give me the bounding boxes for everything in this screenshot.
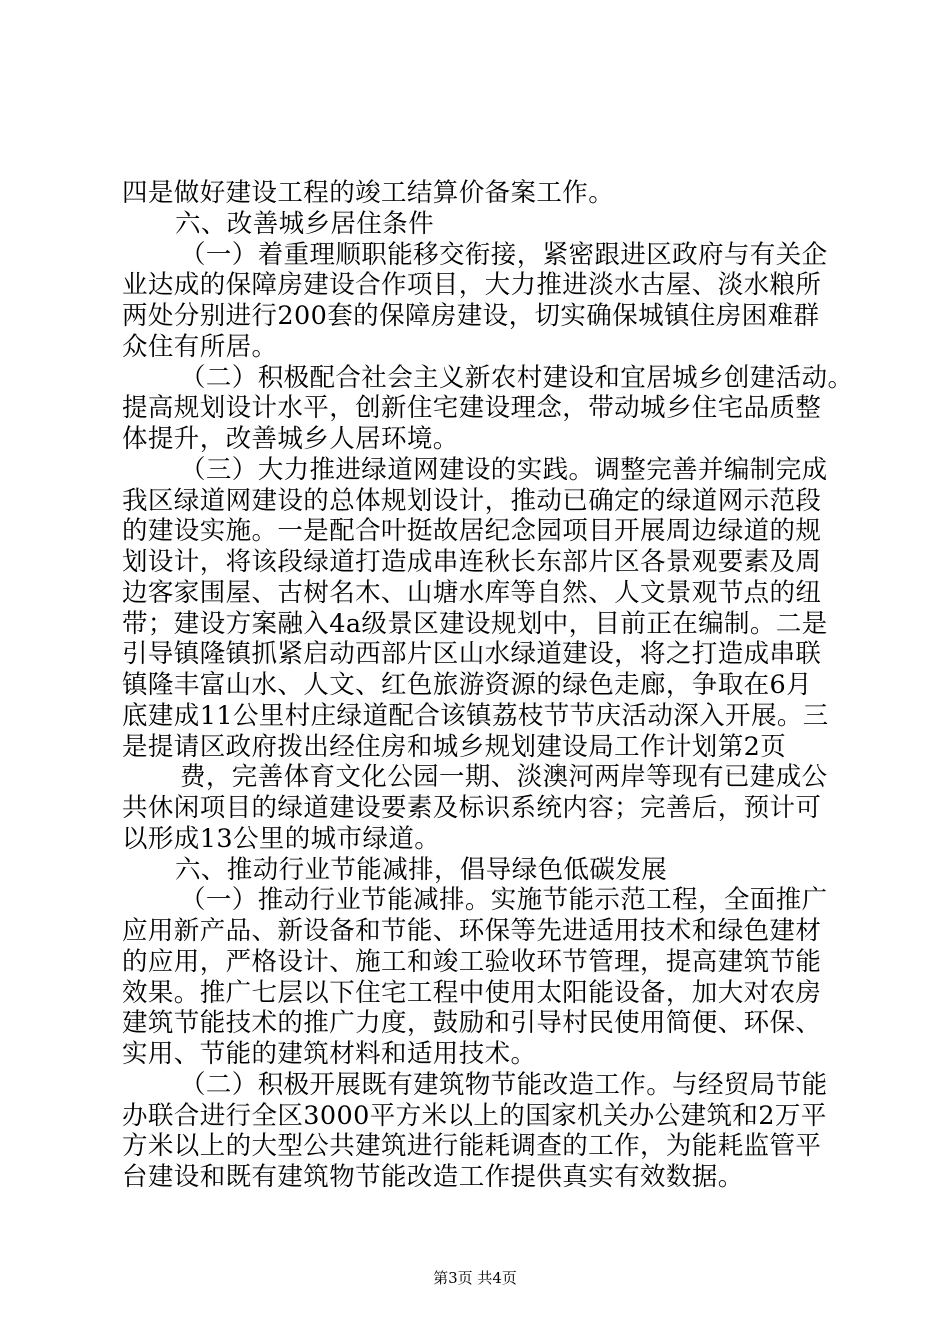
- text-line: 费，完善体育文化公园一期、淡澳河两岸等现有已建成公: [180, 762, 828, 793]
- section-heading: 六、推动行业节能减排，倡导绿色低碳发展: [175, 854, 668, 885]
- text-line: 引导镇隆镇抓紧启动西部片区山水绿道建设，将之打造成串联: [122, 639, 822, 670]
- text-line: 提高规划设计水平，创新住宅建设理念，带动城乡住宅品质整: [122, 393, 822, 424]
- text-line: 建筑节能技术的推广力度，鼓励和引导村民使用简便、环保、: [122, 1008, 822, 1039]
- page-number-footer: 第3页 共4页: [433, 1269, 517, 1287]
- text-line: 四是做好建设工程的竣工结算价备案工作。: [122, 178, 615, 208]
- text-line: （一）推动行业节能减排。实施节能示范工程，全面推广: [180, 885, 828, 916]
- text-line: 带；建设方案融入4a级景区建设规划中，目前正在编制。二是: [122, 608, 828, 639]
- text-line: 镇隆丰富山水、人文、红色旅游资源的绿色走廊，争取在6月: [122, 670, 813, 700]
- text-line: 办联合进行全区3000平方米以上的国家机关办公建筑和2万平: [122, 1100, 827, 1131]
- text-line: 方米以上的大型公共建筑进行能耗调查的工作，为能耗监管平: [122, 1131, 822, 1162]
- text-line: 边客家围屋、古树名木、山塘水库等自然、人文景观节点的纽: [122, 577, 822, 608]
- text-line: 应用新产品、新设备和节能、环保等先进适用技术和绿色建材: [122, 916, 822, 946]
- text-line: 效果。推广七层以下住宅工程中使用太阳能设备，加大对农房: [122, 977, 822, 1008]
- text-line: 划设计，将该段绿道打造成串连秋长东部片区各景观要素及周: [122, 547, 822, 577]
- text-line: 众住有所居。: [122, 331, 278, 362]
- text-line: （二）积极开展既有建筑物节能改造工作。与经贸局节能: [180, 1069, 828, 1100]
- text-line: 的建设实施。一是配合叶挺故居纪念园项目开展周边绿道的规: [122, 516, 822, 547]
- text-line: 台建设和既有建筑物节能改造工作提供真实有效数据。: [122, 1162, 744, 1192]
- section-heading: 六、改善城乡居住条件: [175, 208, 435, 239]
- text-line: （二）积极配合社会主义新农村建设和宜居城乡创建活动。: [180, 362, 854, 393]
- text-line: 以形成13公里的城市绿道。: [122, 823, 441, 854]
- text-line: 两处分别进行200套的保障房建设，切实确保城镇住房困难群: [122, 301, 820, 331]
- text-line: （三）大力推进绿道网建设的实践。调整完善并编制完成: [180, 454, 828, 485]
- text-line: 底建成11公里村庄绿道配合该镇荔枝节节庆活动深入开展。三: [122, 700, 829, 731]
- text-line: 的应用，严格设计、施工和竣工验收环节管理，提高建筑节能: [122, 946, 822, 977]
- text-line: 我区绿道网建设的总体规划设计，推动已确定的绿道网示范段: [122, 485, 822, 516]
- text-line: 是提请区政府拨出经住房和城乡规划建设局工作计划第2页: [122, 731, 787, 762]
- text-line: （一）着重理顺职能移交衔接，紧密跟进区政府与有关企: [180, 239, 828, 270]
- text-line: 体提升，改善城乡人居环境。: [122, 424, 459, 454]
- text-line: 业达成的保障房建设合作项目，大力推进淡水古屋、淡水粮所: [122, 270, 822, 301]
- text-line: 实用、节能的建筑材料和适用技术。: [122, 1039, 537, 1069]
- text-line: 共休闲项目的绿道建设要素及标识系统内容；完善后，预计可: [122, 793, 822, 823]
